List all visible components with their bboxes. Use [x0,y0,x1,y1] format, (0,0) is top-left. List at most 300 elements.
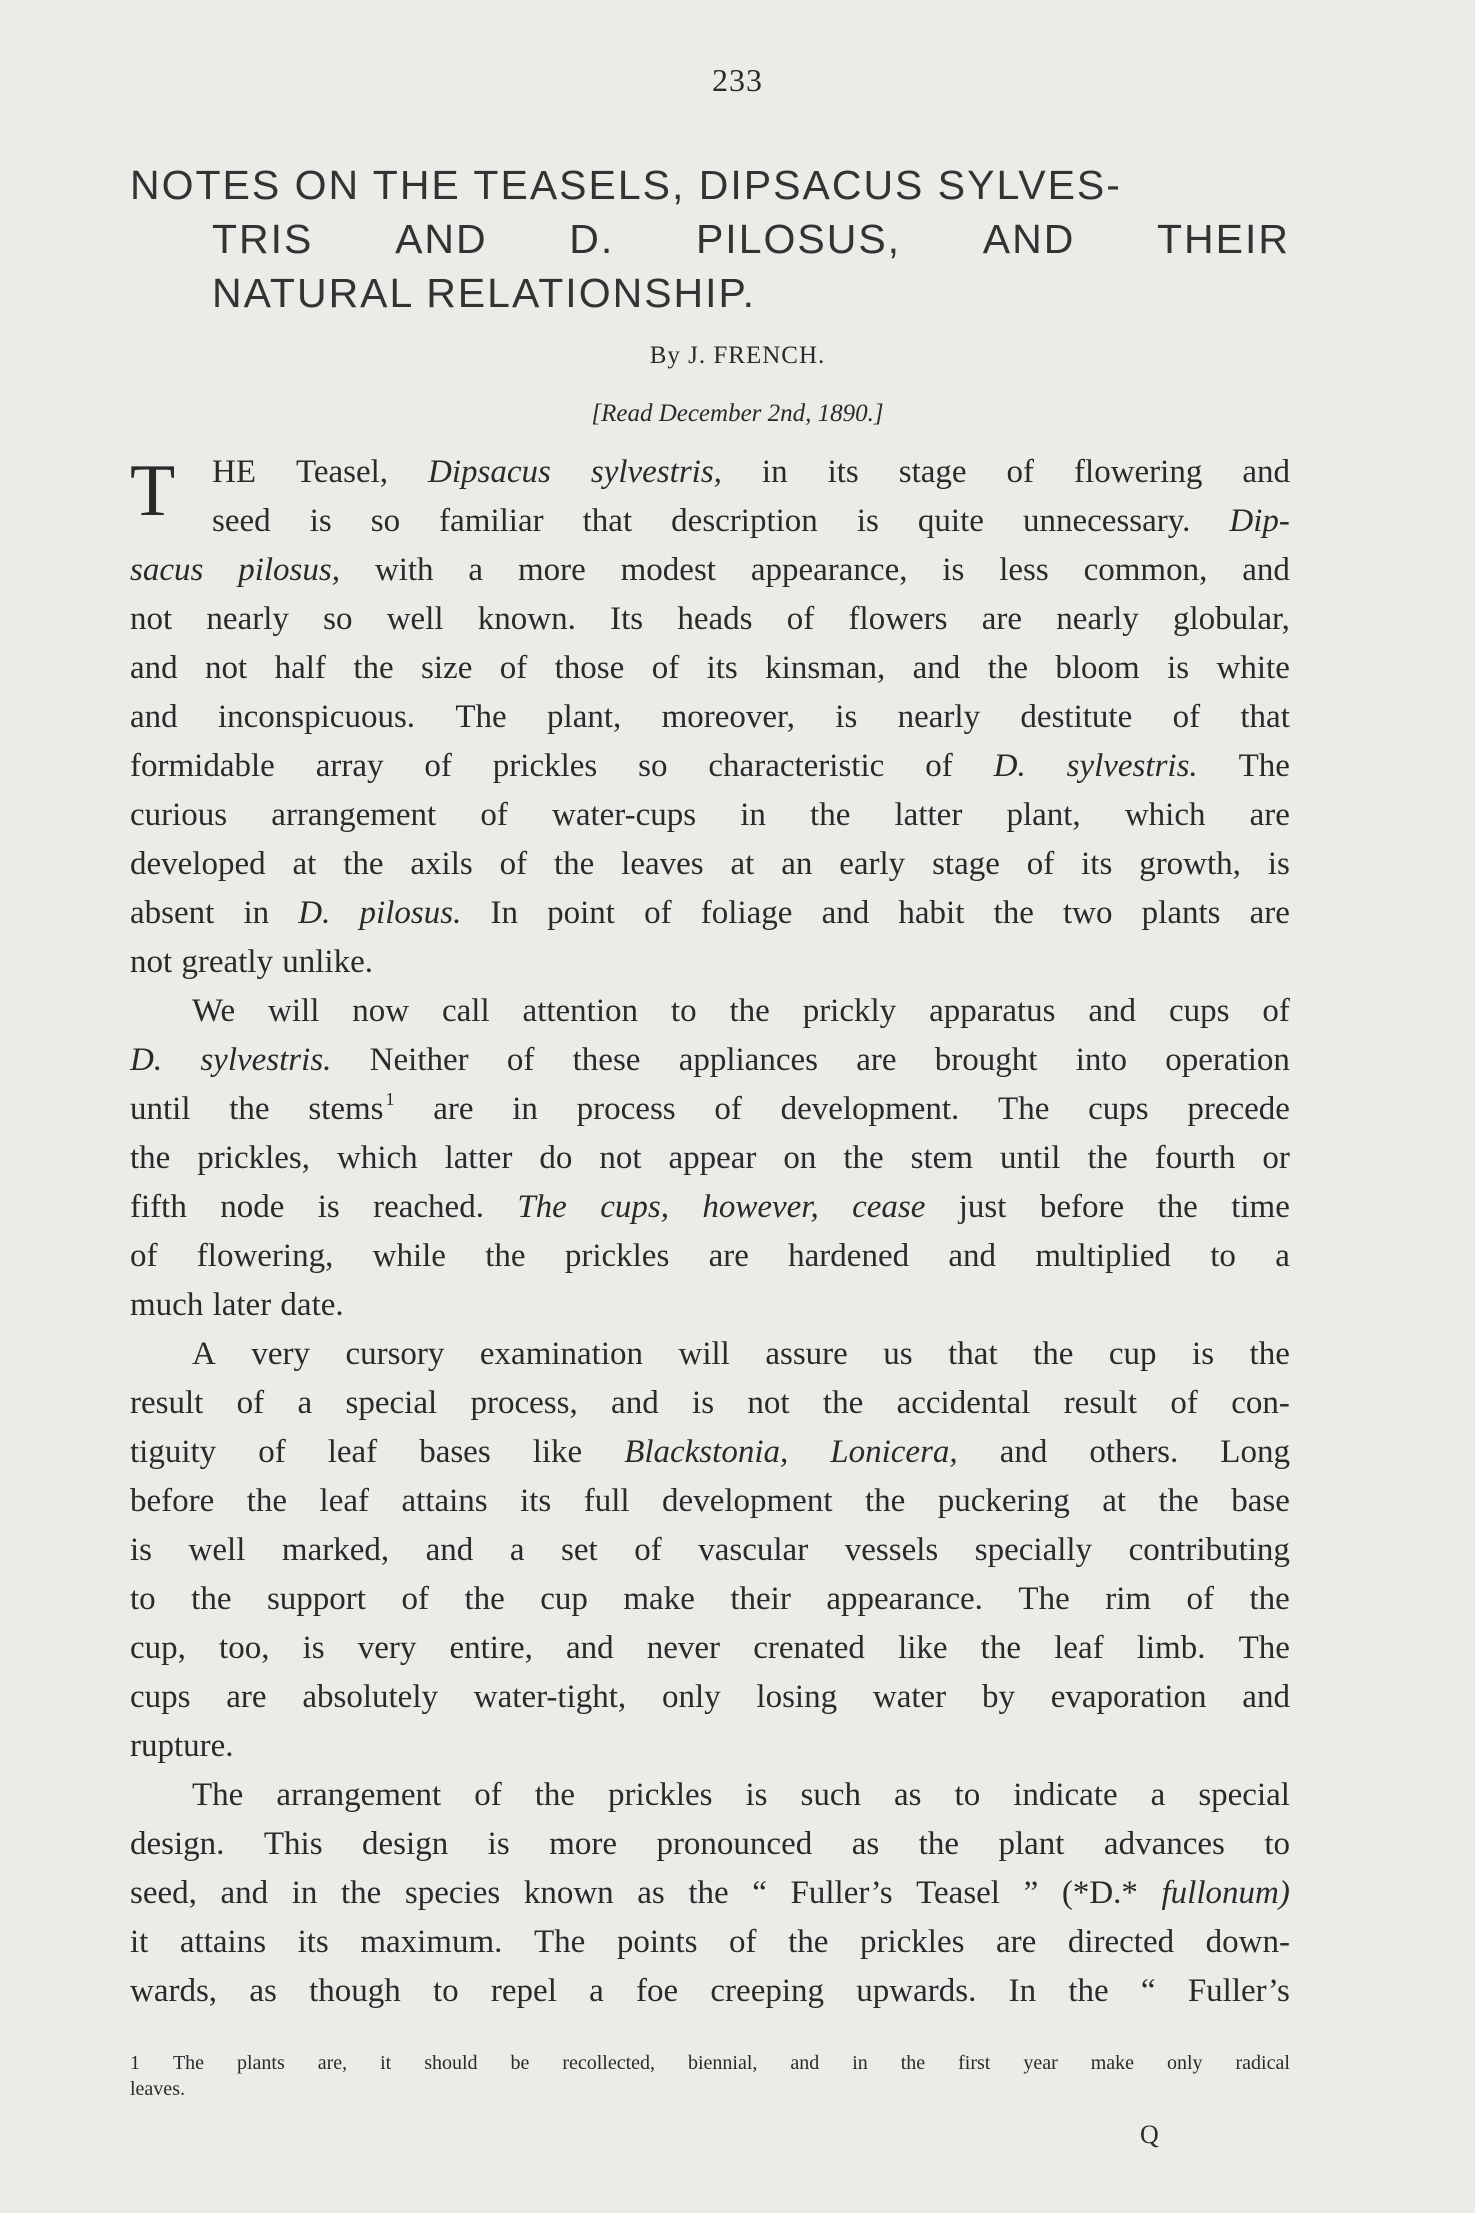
word: radical [1235,2052,1290,2074]
word: The [192,1777,244,1813]
text-line [130,448,1290,497]
word: unnecessary. [1022,503,1191,539]
word: kinsman, [765,650,886,686]
word: Teasel [916,1875,1000,1911]
word: habit [898,895,965,931]
word: process, [470,1385,578,1421]
word: which [336,1140,418,1176]
text-line [130,1232,1290,1281]
article-body [130,448,1290,2016]
text-line [130,693,1290,742]
word: directed [1067,1924,1175,1960]
word: fourth [1154,1140,1236,1176]
word: not [130,944,173,980]
word: full [583,1483,630,1519]
word: very [357,1630,417,1666]
word: HE [212,454,256,490]
word: Teasel, [295,454,389,490]
word: is [309,503,332,539]
word: a [1275,1238,1290,1274]
text-line [130,938,1290,987]
word: development [662,1483,833,1519]
title-line: NOTES ON THE TEASELS, DIPSACUS SYLVES- [130,162,1122,208]
word: in [852,2052,868,2074]
word: leaves [621,846,704,882]
word: stems $^1$ [308,1089,395,1127]
word: evaporation [1050,1679,1207,1715]
word: the [688,1875,729,1911]
word: the [1033,1336,1074,1372]
word: Fuller’s [1187,1973,1290,2009]
word: make [1090,2052,1134,2074]
title-word: AND [395,216,488,262]
word: arrangement [276,1777,442,1813]
word: and [912,650,961,686]
word: that [948,1336,998,1372]
text-line [130,497,1290,546]
word: the [729,993,770,1029]
word: of [424,748,452,784]
word: hardened [788,1238,910,1274]
word: early [839,846,906,882]
word: characteristic [708,748,885,784]
word: process [576,1091,676,1127]
word: cups [1168,993,1230,1029]
word: special [345,1385,438,1421]
word: the [864,1483,906,1519]
word: cup, [130,1630,186,1666]
word: The [1238,748,1290,784]
word: that [1240,699,1290,735]
word: In [1008,1973,1037,2009]
word: operation [1165,1042,1290,1078]
word: well [188,1532,246,1568]
word: a [589,1973,604,2009]
word: the [485,1238,526,1274]
word: very [251,1336,310,1372]
word: entire, [449,1630,533,1666]
word: that [582,503,633,539]
word: others. [1089,1434,1179,1470]
word: of [729,1924,757,1960]
word: leaf [327,1434,378,1470]
word: sacus [130,552,204,588]
word: The [455,699,507,735]
word: the [1158,1483,1199,1519]
word: node [220,1189,285,1225]
word: date. [280,1287,344,1323]
word: pilosus. [359,895,462,931]
word: quite [917,503,984,539]
word: year [1023,2052,1058,2074]
text-line [130,595,1290,644]
text-line [130,1281,1290,1330]
word: a [297,1385,313,1421]
word: the [229,1091,270,1127]
word: two [1063,895,1113,931]
footnote-marker: 1 [385,1089,395,1109]
word: flowering, [196,1238,334,1274]
word: prickles [859,1924,965,1960]
word: attains [179,1924,267,1960]
word: water-tight, [473,1679,627,1715]
word: plant, [547,699,622,735]
word: nearly [1056,601,1139,637]
word: less [999,552,1049,588]
word: D. [298,895,331,931]
word: cease [852,1189,926,1225]
word: the [1249,1336,1290,1372]
word: and [999,1434,1048,1470]
word: curious [130,797,228,833]
text-line [130,644,1290,693]
word: Blackstonia, [624,1434,789,1470]
word: at [292,846,317,882]
word: are [981,601,1023,637]
word: prickles [608,1777,713,1813]
word: the [822,1385,864,1421]
word: sylvestris, [590,454,722,490]
word: is [1267,846,1290,882]
word: the [980,1630,1021,1666]
word: axils [410,846,473,882]
word: fullonum) [1161,1875,1290,1911]
word: the [341,1875,382,1911]
word: creeping [710,1973,825,2009]
word: before [1039,1189,1125,1225]
word: prickly [802,993,897,1029]
text-line [130,1477,1290,1526]
word: foliage [700,895,793,931]
word: the [553,846,595,882]
word: and [1242,454,1290,490]
word: leaf [1054,1630,1104,1666]
text-line [130,1428,1290,1477]
word: the [1087,1140,1128,1176]
word: attention [522,993,639,1029]
word: the [843,1140,884,1176]
word: of [401,1581,429,1617]
word: of [1006,454,1035,490]
word: more [517,552,586,588]
word: pronounced [656,1826,813,1862]
text-line [130,987,1290,1036]
word: half [274,650,326,686]
word: and [790,2052,820,2074]
word: of [499,846,528,882]
title-word: D. [569,216,615,262]
word: the [810,797,851,833]
word: appearance, [750,552,908,588]
word: in [291,1875,318,1911]
word: arrangement [271,797,437,833]
word: it [130,1924,149,1960]
word: so [638,748,668,784]
word: in [512,1091,538,1127]
word: on [783,1140,817,1176]
word: modest [620,552,716,588]
text-line [130,1722,1290,1771]
title-line: NATURAL RELATIONSHIP. [212,270,756,316]
word: rim [1105,1581,1152,1617]
word: are [1249,895,1290,931]
word: and [821,895,870,931]
word: of [1262,993,1290,1029]
word: not [130,601,173,637]
word: (*D.* [1061,1875,1138,1911]
text-line [130,1918,1290,1967]
word: points [616,1924,698,1960]
word: bloom [1055,650,1140,686]
word: the [987,650,1028,686]
word: more [549,1826,617,1862]
word: an [781,846,813,882]
word: the [900,2052,926,2074]
word: its [520,1483,552,1519]
word: assure [765,1336,848,1372]
word: known. [477,601,576,637]
footnote-line [130,2050,1290,2076]
word: seed [212,503,271,539]
word: vascular [698,1532,809,1568]
word: nearly [897,699,981,735]
word: maximum. [360,1924,503,1960]
word: marked, [281,1532,390,1568]
word: latter [894,797,963,833]
word: now [352,993,410,1029]
word: make [623,1581,695,1617]
word: at [1102,1483,1127,1519]
word: or [1262,1140,1290,1176]
word: later [212,1287,272,1323]
word: contributing [1128,1532,1290,1568]
word: “ [1140,1973,1156,2009]
word: seed, [130,1875,197,1911]
word: water [872,1679,947,1715]
text-line [130,791,1290,840]
word: only [1166,2052,1203,2074]
text-line [130,889,1290,938]
word: much [130,1287,204,1323]
word: down- [1205,1924,1290,1960]
word: is [317,1189,340,1225]
word: and [130,699,178,735]
word: and [1242,1679,1290,1715]
word: should [424,2052,478,2074]
word: 1 [130,2052,140,2074]
word: The [517,1189,567,1225]
word: We [192,993,236,1029]
word: stage [932,846,1000,882]
word: before [130,1483,215,1519]
word: to [670,993,697,1029]
word: in [243,895,270,931]
word: familiar [439,503,544,539]
word: of [644,895,672,931]
word: so [370,503,401,539]
word: Long [1220,1434,1290,1470]
word: of [480,797,508,833]
word: limb. [1136,1630,1206,1666]
word: design. [130,1826,225,1862]
word: D. [993,748,1026,784]
word: support [266,1581,366,1617]
word: foe [636,1973,679,2009]
word: In [490,895,518,931]
word: is [1192,1336,1215,1372]
word: and [1242,552,1290,588]
footnote-line [130,2076,1290,2102]
word: plant [998,1826,1065,1862]
word: it [380,2052,392,2074]
word: just [958,1189,1007,1225]
word: special [1198,1777,1290,1813]
word: The [172,2052,205,2074]
word: D. [130,1042,163,1078]
word: Its [610,601,644,637]
word: attains [401,1483,488,1519]
word: multiplied [1035,1238,1171,1274]
word: is [1167,650,1190,686]
word: plants [237,2052,285,2074]
word: the [1249,1581,1290,1617]
word: point [547,895,615,931]
word: not [747,1385,790,1421]
word: of [1172,699,1201,735]
word: of [506,1042,535,1078]
word: globular, [1173,601,1290,637]
word: of [925,748,953,784]
word: the [918,1826,959,1862]
word: moreover, [661,699,795,735]
word: wards, [130,1973,218,2009]
word: cup [540,1581,588,1617]
word: water-cups [551,797,697,833]
text-line [130,840,1290,889]
word: base [1231,1483,1290,1519]
word: the [343,846,384,882]
word: pilosus, [238,552,340,588]
word: sylvestris. [1066,748,1198,784]
title-word: THEIR [1156,216,1290,262]
author-byline: By J. FRENCH. [649,342,826,369]
signature-mark: Q [1140,2120,1159,2149]
word: are [226,1679,267,1715]
word: their [730,1581,791,1617]
word: A [192,1336,216,1372]
word: This [263,1826,323,1862]
word: as [894,1777,922,1813]
word: however, [702,1189,819,1225]
word: to [130,1581,156,1617]
word: well [386,601,444,637]
text-line [130,1183,1290,1232]
word: developed [130,846,266,882]
word: prickles [564,1238,670,1274]
word: its [1081,846,1113,882]
word: is [856,503,879,539]
word: into [1075,1042,1128,1078]
word: is [130,1532,153,1568]
word: repel [490,1973,557,2009]
word: leaves. [130,2078,185,2100]
word: known [523,1875,614,1911]
word: is [692,1385,715,1421]
word: examination [479,1336,644,1372]
word: of [1026,846,1055,882]
word: apparatus [929,993,1056,1029]
word: tiguity [130,1434,217,1470]
word: cup [1108,1336,1157,1372]
text-line [130,1379,1290,1428]
word: destitute [1020,699,1133,735]
word: heads [677,601,753,637]
word: size [421,650,473,686]
word: in [761,454,788,490]
word: the [464,1581,505,1617]
word: Dipsacus [428,454,551,490]
word: the [788,1924,829,1960]
word: to [1210,1238,1236,1274]
word: biennial, [688,2052,758,2074]
word: of [1186,1581,1215,1617]
word: ” [1023,1875,1039,1911]
word: Fuller’s [790,1875,893,1911]
word: losing [756,1679,838,1715]
word: “ [752,1875,767,1911]
title-word: PILOSUS, [695,216,902,262]
word: the [534,1777,576,1813]
word: absolutely [302,1679,439,1715]
word: time [1231,1189,1290,1225]
text-line [130,1673,1290,1722]
word: the [246,1483,288,1519]
word: and [130,650,178,686]
text-line [130,1526,1290,1575]
word: Lonicera, [830,1434,958,1470]
title-word: TRIS [212,216,314,262]
word: recollected, [562,2052,656,2074]
word: as [851,1826,880,1862]
word: which [1124,797,1206,833]
drop-cap: T [130,450,176,532]
word: result [1063,1385,1138,1421]
word: plants [1141,895,1221,931]
word: to [432,1973,459,2009]
word: The [1238,1630,1290,1666]
word: con- [1231,1385,1290,1421]
title-line [130,212,1290,266]
word: be [510,2052,530,2074]
word: brought [934,1042,1038,1078]
word: growth, [1139,846,1241,882]
word: and [1088,993,1137,1029]
text-line [130,1036,1290,1085]
word: formidable [130,748,275,784]
word: only [661,1679,721,1715]
word: such [800,1777,862,1813]
word: specially [974,1532,1093,1568]
word: and [565,1630,614,1666]
word: of [236,1385,265,1421]
word: of [786,601,815,637]
word: is [487,1826,510,1862]
word: Dip- [1229,503,1290,539]
word: though [309,1973,401,2009]
word: is [835,699,858,735]
word: are [708,1238,749,1274]
word: will [268,993,320,1029]
